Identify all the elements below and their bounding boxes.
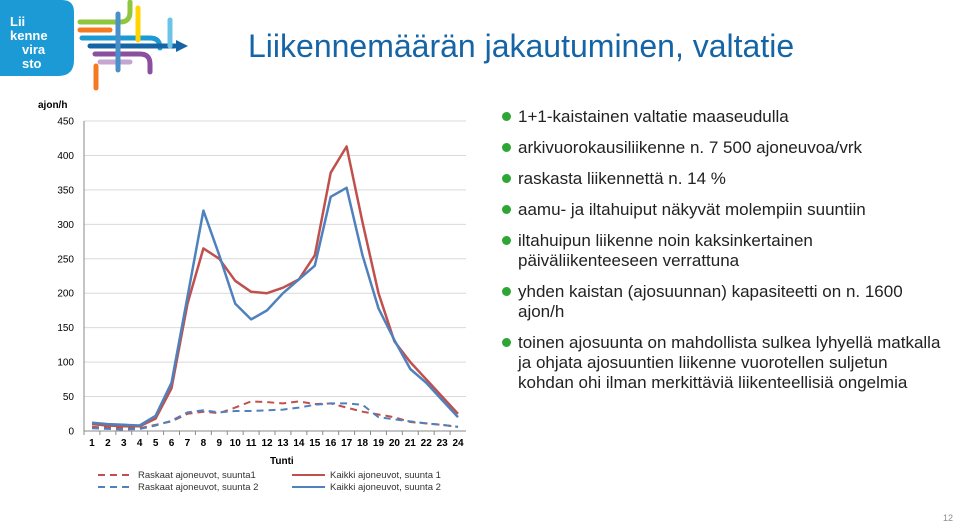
x-tick-label: 3 (121, 438, 127, 449)
x-tick-label: 15 (309, 438, 321, 449)
logo-text-1: Lii (10, 14, 26, 29)
legend-label: Raskaat ajoneuvot, suunta1 (138, 470, 256, 481)
x-tick-label: 23 (436, 438, 448, 449)
bullet-text: toinen ajosuunta on mahdollista sulkea lyhyellä matkalla ja ohjata ajosuuntien liikenne vuorotellen suljetun kohdan ohi ilman merkittäviä liikenteellisiä ongelmia (518, 333, 941, 392)
x-tick-label: 4 (136, 438, 143, 449)
y-tick-label: 150 (57, 323, 74, 335)
series-line (92, 403, 458, 429)
bullet-icon (502, 236, 511, 245)
y-tick-label: 400 (57, 150, 74, 162)
series-line (92, 147, 458, 427)
bullet-list (502, 107, 942, 404)
x-tick-label: 21 (404, 438, 416, 449)
bullet-item (502, 333, 942, 393)
x-tick-label: 10 (229, 438, 241, 449)
legend-label: Kaikki ajoneuvot, suunta 1 (330, 470, 441, 481)
x-tick-label: 17 (341, 438, 353, 449)
logo-arrow-icon (176, 40, 188, 52)
bullet-item (502, 231, 942, 271)
y-tick-label: 200 (57, 288, 74, 300)
bullet-text: aamu- ja iltahuiput näkyvät molempiin suuntiin (518, 200, 866, 219)
y-axis-ticks (57, 117, 74, 438)
logo-text-3: vira (22, 42, 46, 57)
bullet-icon (502, 143, 511, 152)
page-number: 12 (942, 513, 953, 523)
logo-text-4: sto (22, 56, 42, 71)
x-tick-label: 16 (325, 438, 337, 449)
x-tick-label: 6 (168, 438, 175, 449)
y-tick-label: 0 (68, 426, 74, 438)
x-tick-label: 7 (184, 438, 191, 449)
bullet-icon (502, 287, 511, 296)
x-tick-label: 18 (356, 438, 369, 449)
bullet-item (502, 169, 942, 189)
series-line (92, 188, 458, 426)
y-tick-label: 50 (62, 392, 74, 404)
x-tick-label: 1 (89, 438, 95, 449)
bullet-icon (502, 338, 511, 347)
x-tick-label: 11 (245, 438, 257, 449)
y-axis-label: ajon/h (38, 100, 68, 111)
bullet-text: raskasta liikennettä n. 14 % (518, 169, 726, 188)
logo-route-lines-icon (80, 2, 175, 88)
legend-label: Raskaat ajoneuvot, suunta 2 (138, 482, 259, 493)
bullet-text: 1+1-kaistainen valtatie maaseudulla (518, 107, 789, 126)
x-tick-label: 13 (277, 438, 289, 449)
chart-legend (98, 470, 441, 493)
logo-text-2: kenne (10, 28, 48, 43)
x-tick-label: 2 (105, 438, 111, 449)
x-tick-label: 19 (372, 438, 385, 449)
bullet-icon (502, 205, 511, 214)
x-tick-label: 9 (216, 438, 223, 449)
chart-grid (84, 121, 466, 431)
bullet-item (502, 138, 942, 158)
bullet-text: iltahuipun liikenne noin kaksinkertainen päiväliikenteeseen verrattuna (518, 231, 813, 270)
x-tick-label: 8 (200, 438, 207, 449)
bullet-icon (502, 112, 511, 121)
page-title: Liikennemäärän jakautuminen, valtatie (248, 28, 795, 64)
series-line (92, 401, 458, 428)
y-tick-label: 100 (57, 357, 74, 369)
y-tick-label: 300 (57, 219, 74, 231)
x-axis-label: Tunti (270, 456, 294, 467)
y-tick-label: 450 (57, 116, 74, 128)
legend-label: Kaikki ajoneuvot, suunta 2 (330, 482, 441, 493)
bullet-text: yhden kaistan (ajosuunnan) kapasiteetti on n. 1600 ajon/h (518, 282, 903, 321)
y-tick-label: 350 (57, 185, 74, 197)
x-axis-ticks (84, 431, 464, 449)
x-tick-label: 22 (420, 438, 432, 449)
x-tick-label: 12 (261, 438, 273, 449)
bullet-item (502, 282, 942, 322)
liikennevirasto-logo (0, 0, 200, 96)
bullet-item (502, 107, 942, 127)
bullet-icon (502, 174, 511, 183)
x-tick-label: 24 (452, 438, 464, 449)
chart-series (92, 147, 458, 430)
x-tick-label: 14 (293, 438, 305, 449)
bullet-item (502, 200, 942, 220)
traffic-chart (38, 100, 478, 500)
x-tick-label: 20 (388, 438, 400, 449)
x-tick-label: 5 (152, 438, 159, 449)
y-tick-label: 250 (57, 254, 74, 266)
bullet-text: arkivuorokausiliikenne n. 7 500 ajoneuvoa/vrk (518, 138, 862, 157)
